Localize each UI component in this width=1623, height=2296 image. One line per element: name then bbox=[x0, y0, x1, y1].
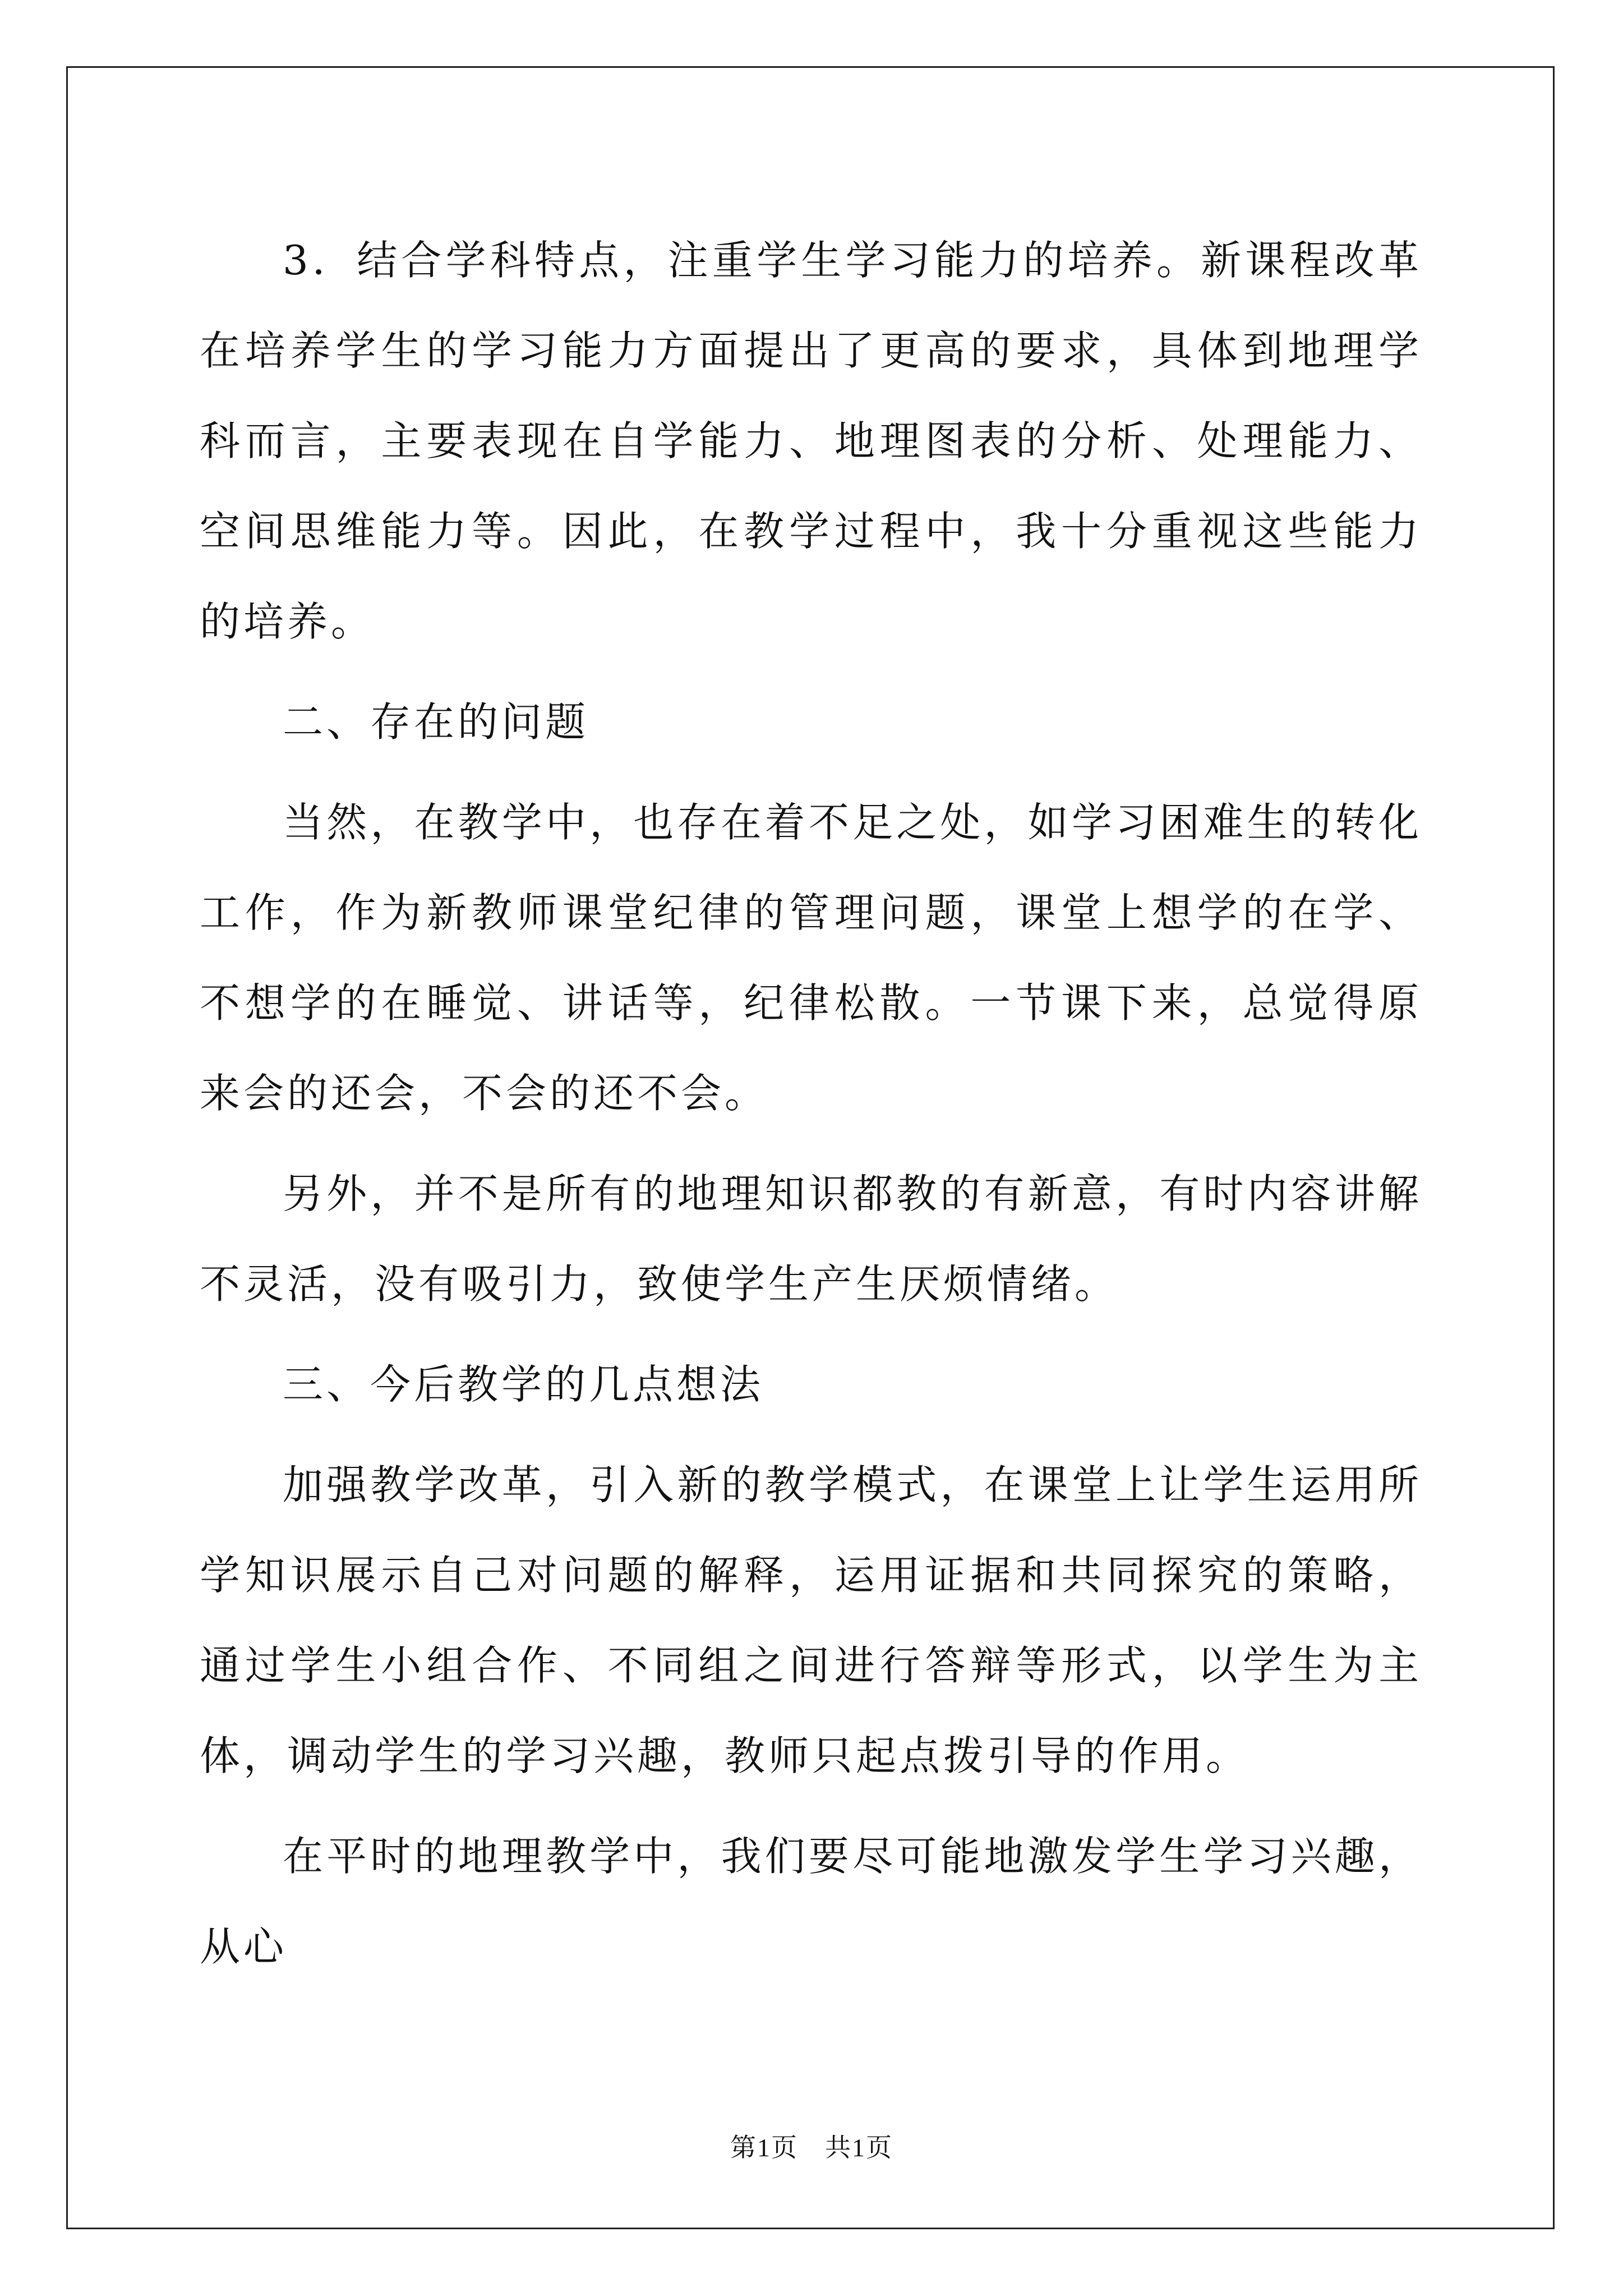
paragraph-3: 当然，在教学中，也存在着不足之处，如学习困难生的转化工作，作为新教师课堂纪律的管理问题，课堂上想学的在学、不想学的在睡觉、讲话等，纪律松散。一节课下来，总觉得原来会的还会，不会的还不会。 bbox=[200, 799, 1422, 1117]
section-heading-problems: 二、存在的问题 bbox=[283, 698, 589, 746]
document-body bbox=[200, 215, 1422, 2002]
paragraph-6: 加强教学改革，引入新的教学模式，在课堂上让学生运用所学知识展示自己对问题的解释，运用证据和共同探究的策略，通过学生小组合作、不同组之间进行答辩等形式，以学生为主体，调动学生的学习兴趣，教师只起点拨引导的作用。 bbox=[200, 1461, 1422, 1779]
page-footer: 第1页 共1页 bbox=[730, 2133, 893, 2162]
paragraph-1: 3．结合学科特点，注重学生学习能力的培养。新课程改革在培养学生的学习能力方面提出了更高的要求，具体到地理学科而言，主要表现在自学能力、地理图表的分析、处理能力、空间思维能力等。因此，在教学过程中，我十分重视这些能力的培养。 bbox=[200, 237, 1422, 645]
section-heading-future: 三、今后教学的几点想法 bbox=[283, 1361, 764, 1408]
paragraph-4: 另外，并不是所有的地理知识都教的有新意，有时内容讲解不灵活，没有吸引力，致使学生产生厌烦情绪。 bbox=[200, 1170, 1422, 1308]
paragraph-7: 在平时的地理教学中，我们要尽可能地激发学生学习兴趣，从心 bbox=[200, 1833, 1422, 1970]
